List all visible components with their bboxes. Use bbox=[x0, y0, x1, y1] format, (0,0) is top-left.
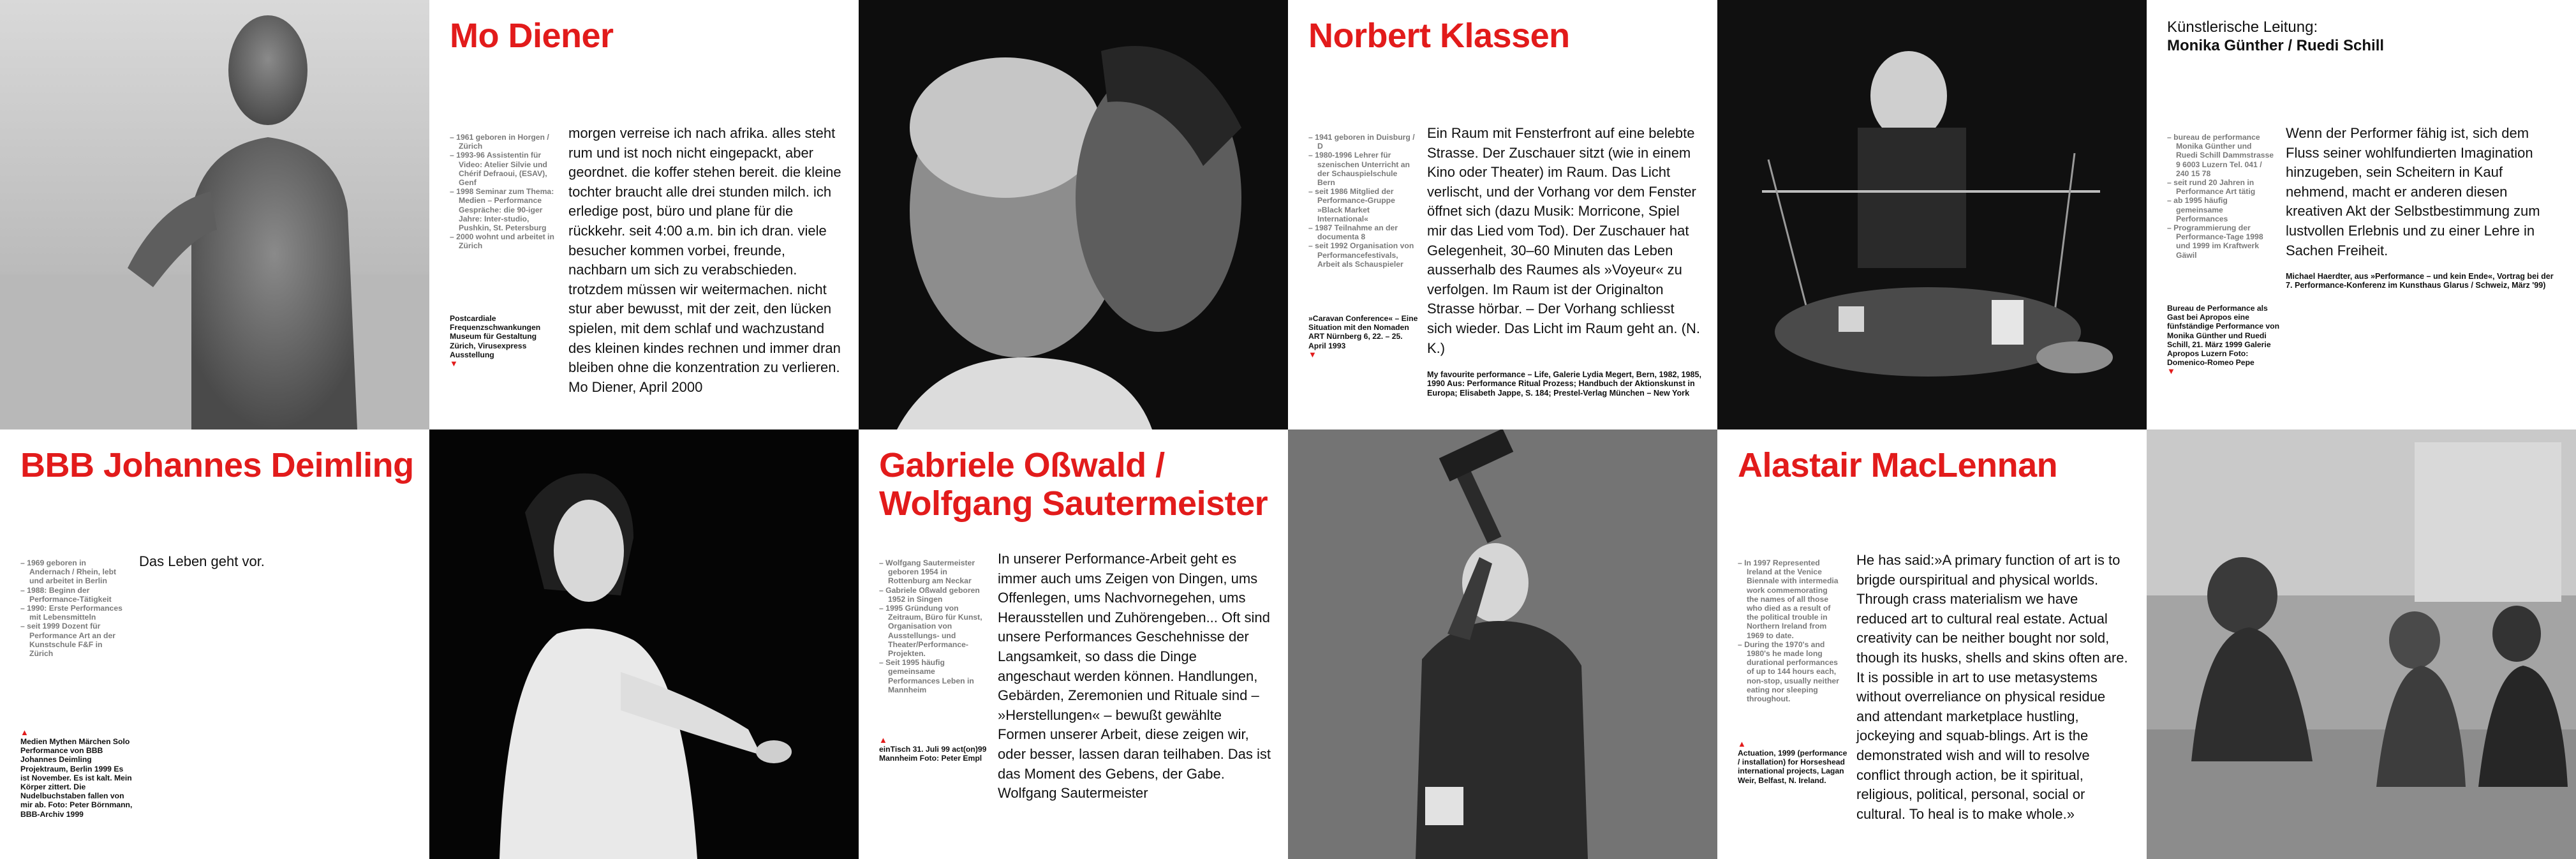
photo-body-painted-figure bbox=[0, 0, 429, 429]
bio-item: – 1941 geboren in Duisburg / D bbox=[1308, 133, 1416, 151]
triangle-marker-icon: ▲ bbox=[879, 735, 887, 745]
photo-5-image bbox=[1288, 429, 1717, 859]
panel-kuenstlerische-leitung bbox=[2147, 0, 2576, 429]
bio-item: – 1990: Erste Performances mit Lebensmitteln bbox=[20, 604, 128, 622]
photo-6-image bbox=[2147, 429, 2576, 859]
bio-item: – 1980-1996 Lehrer für szenischen Unterricht an der Schauspielschule Bern bbox=[1308, 151, 1416, 187]
artist-name: Norbert Klassen bbox=[1308, 17, 1570, 55]
panel-mo-diener bbox=[429, 0, 859, 429]
bio-item: – 1995 Gründung von Zeitraum, Büro für Kunst, Organisation von Ausstellungs- und Theater/Performance-Projekten. bbox=[879, 604, 986, 658]
photo-man-with-hammer bbox=[1288, 429, 1717, 859]
artist-bio bbox=[879, 558, 986, 694]
artist-name bbox=[879, 446, 1268, 523]
artist-statement: He has said:»A primary function of art is to brigde ourspiritual and physical worlds. Through crass materialism we have reduced art to cultural real estate. Actual creativity can be neither bought nor sold, though its husks, shells and skins often are. It is possible in art to use metasystems without overreliance on physical residue and attendant marketplace hustling, jockeying and squab-blings. Art is the demonstrated wish and will to resolve conflict through action, be it spiritual, religious, political, personal, social or cultural. To heal is to make whole.» bbox=[1856, 552, 2128, 822]
bio-item: – 1988: Beginn der Performance-Tätigkeit bbox=[20, 586, 128, 604]
photo-caption bbox=[450, 314, 563, 368]
photo-caption bbox=[879, 736, 993, 763]
bio-item: – Wolfgang Sautermeister geboren 1954 in Rottenburg am Neckar bbox=[879, 558, 986, 586]
statement-source: My favourite performance – Life, Galerie Lydia Megert, Bern, 1982, 1985, 1990 Aus: Performance Ritual Prozess; Handbuch der Aktionskunst in Europa; Elisabeth Jappe, S. 184; Prestel-Verlag München – New York bbox=[1427, 370, 1701, 398]
artist-bio bbox=[1738, 558, 1840, 703]
artist-statement: Das Leben geht vor. bbox=[139, 553, 265, 569]
panel-osswald-sautermeister bbox=[859, 429, 1288, 859]
statement-signature: Wolfgang Sautermeister bbox=[998, 785, 1148, 802]
caption-text: »Caravan Conference« – Eine Situation mit den Nomaden ART Nürnberg 6, 22. – 25. April 1993 bbox=[1308, 314, 1418, 350]
bio-item: – During the 1970's and 1980's he made long durational performances of up to 144 hours each, non-stop, usually neither eating nor sleeping throughout. bbox=[1738, 640, 1840, 703]
bio-item: – seit 1992 Organisation von Performancefestivals, Arbeit als Schauspieler bbox=[1308, 241, 1416, 269]
photo-two-faces bbox=[859, 0, 1288, 429]
direction-names: Monika Günther / Ruedi Schill bbox=[2167, 37, 2385, 54]
caption-text: Medien Mythen Märchen Solo Performance von BBB Johannes Deimling Projektraum, Berlin 1999 Es ist November. Es ist kalt. Mein Körper zittert. Die Nudelbuchstaben fallen von mir ab. Foto: Peter Börnmann, BBB-Archiv 1999 bbox=[20, 737, 133, 819]
bio-item: – bureau de performance Monika Günther und Ruedi Schill Dammstrasse 9 6003 Luzern Tel. 041 / 240 15 78 bbox=[2167, 133, 2274, 178]
bio-item: – 2000 wohnt und arbeitet in Zürich bbox=[450, 232, 557, 250]
artist-name: Mo Diener bbox=[450, 17, 614, 55]
panel-bbb-johannes-deimling bbox=[0, 429, 429, 859]
statement-signature: Mo Diener, April 2000 bbox=[568, 378, 703, 395]
bio-item: – 1987 Teilnahme an der documenta 8 bbox=[1308, 223, 1416, 241]
artist-bio bbox=[450, 133, 557, 251]
caption-text: Postcardiale Frequenzschwankungen Museum für Gestaltung Zürich, Virusexpress Ausstellung bbox=[450, 314, 541, 359]
caption-text: Bureau de Performance als Gast bei Apropos eine fünfständige Performance von Monika Günther und Ruedi Schill, 21. März 1999 Galerie Apropos Luzern Foto: Domenico-Romeo Pepe bbox=[2167, 304, 2280, 368]
statement-text: morgen verreise ich nach afrika. alles steht rum und ist noch nicht eingepackt, aber geordnet. die koffer stehen bereit. die kleine tochter braucht alle drei stunden milch. ich erledige post, büro und plane für die rückkehr. seit 4:00 a.m. bin ich dran. viele besucher kommen vorbei, freunde, nachbarn um sich zu verabschieden. trotzdem müssen wir weitermachen. nicht stur aber bewusst, mit der zeit, den lücken spielen, mit dem schlaf und wachzustand des kleinen kindes rechnen und immer dran bleiben ohne die konzentration zu verlieren. bbox=[568, 125, 841, 376]
artist-name-line: Gabriele Oßwald / bbox=[879, 446, 1165, 484]
statement-text: Ein Raum mit Fensterfront auf eine belebte Strasse. Der Zuschauer sitzt (wie in einem Kino oder Theater) im Raum. Das Licht verlischt, und der Vorhang vor dem Fenster öffnet sich (dazu Musik: Morricone, Spiel mir das Lied vom Tod). Der Zuschauer hat Gelegenheit, 30–60 Minuten das Leben ausserhalb des Raumes als »Voyeur« zu verfolgen. Im Raum ist der Originalton Strasse hörbar. – Der Vorhang schliesst sich wieder. Das Licht im Raum geht an. (N. K.) bbox=[1427, 125, 1700, 356]
photo-caption bbox=[1308, 314, 1422, 359]
bio-item: – 1969 geboren in Andernach / Rhein, lebt und arbeitet in Berlin bbox=[20, 558, 128, 586]
statement-text: In unserer Performance-Arbeit geht es immer auch ums Zeigen von Dingen, ums Offenlegen, ums Nachvornegehen, ums Herausstellen und Zuhörengeben... Oft sind unsere Performances Geschehnisse der Langsamkeit, so dass die Dinge angeschaut werden können. Handlungen, Gebärden, Zeremonien und Rituale sind – »Herstellungen« – bewußt gewählte Formen unserer Arbeit, diese zeigen wir, oder besser, lassen daran teilhaben. Das ist das Moment des Gebens, der Gabe. bbox=[998, 551, 1271, 782]
photo-4-image bbox=[429, 429, 859, 859]
artistic-direction bbox=[2167, 18, 2384, 55]
photo-performer-installation bbox=[1717, 0, 2147, 429]
photo-2-image bbox=[859, 0, 1288, 429]
bio-item: – Programmierung der Performance-Tage 1998 und 1999 im Kraftwerk Gäwil bbox=[2167, 223, 2274, 260]
artist-bio bbox=[20, 558, 128, 658]
artist-statement bbox=[568, 124, 843, 397]
photo-caption bbox=[20, 728, 134, 819]
triangle-marker-icon: ▼ bbox=[1308, 349, 1317, 359]
triangle-marker-icon: ▲ bbox=[1738, 739, 1746, 749]
photo-1-image bbox=[0, 0, 429, 429]
panel-norbert-klassen bbox=[1288, 0, 1717, 429]
bio-item: – Seit 1995 häufig gemeinsame Performances Leben in Mannheim bbox=[879, 658, 986, 694]
photo-3-image bbox=[1717, 0, 2147, 429]
bio-item: – 1961 geboren in Horgen / Zürich bbox=[450, 133, 557, 151]
bio-item: – seit rund 20 Jahren in Performance Art tätig bbox=[2167, 178, 2274, 196]
caption-text: einTisch 31. Juli 99 act(on)99 Mannheim Foto: Peter Empl bbox=[879, 745, 987, 763]
triangle-marker-icon: ▲ bbox=[20, 728, 29, 737]
photo-caption bbox=[2167, 304, 2281, 376]
direction-label: Künstlerische Leitung: bbox=[2167, 19, 2318, 36]
artist-name: BBB Johannes Deimling bbox=[20, 446, 414, 484]
bio-item: – ab 1995 häufig gemeinsame Performances bbox=[2167, 196, 2274, 223]
artist-name: Alastair MacLennan bbox=[1738, 446, 2058, 484]
artist-bio bbox=[1308, 133, 1416, 269]
quote-source: Michael Haerdter, aus »Performance – und kein Ende«, Vortrag bei der 7. Performance-Konferenz im Kunsthaus Glarus / Schweiz, März '99) bbox=[2286, 272, 2554, 290]
bio-item: – 1993-96 Assistentin für Video: Atelier Silvie und Chérif Defraoui, (ESAV), Genf bbox=[450, 151, 557, 187]
bio-item: – In 1997 Represented Ireland at the Venice Biennale with intermedia work commemorating the names of all those who died as a result of the political trouble in Northern Ireland from 1969 to date. bbox=[1738, 558, 1840, 640]
caption-text: Actuation, 1999 (performance / installation) for Horseshead international projects, Lagan Weir, Belfast, N. Ireland. bbox=[1738, 749, 1847, 785]
photo-caption bbox=[1738, 740, 1851, 785]
photo-street-performance bbox=[2147, 429, 2576, 859]
artist-bio bbox=[2167, 133, 2274, 260]
triangle-marker-icon: ▼ bbox=[2167, 366, 2175, 377]
panel-alastair-maclennan bbox=[1717, 429, 2147, 859]
bio-item: – 1998 Seminar zum Thema: Medien – Performance Gespräche: die 90-iger Jahre: Inter-studio, Pushkin, St. Petersburg bbox=[450, 187, 557, 232]
artist-statement bbox=[998, 549, 1272, 803]
photo-woman-gesture bbox=[429, 429, 859, 859]
artist-name-line: Wolfgang Sautermeister bbox=[879, 484, 1268, 523]
bio-item: – seit 1986 Mitglied der Performance-Gruppe »Black Market International« bbox=[1308, 187, 1416, 223]
artist-statement bbox=[1427, 124, 1701, 358]
bio-item: – seit 1999 Dozent für Performance Art an der Kunstschule F&F in Zürich bbox=[20, 622, 128, 658]
bio-item: – Gabriele Oßwald geboren 1952 in Singen bbox=[879, 586, 986, 604]
triangle-marker-icon: ▼ bbox=[450, 359, 458, 369]
quote-text: Wenn der Performer fähig ist, sich dem Fluss seiner wohlfundierten Imagination hinzugeben, sein Scheitern in Kauf nehmend, macht er anderen diesen kreativen Akt der Selbstbestimmung zum lustvollen Erlebnis und zu einer Lehre in Sachen Freiheit. bbox=[2286, 125, 2540, 258]
